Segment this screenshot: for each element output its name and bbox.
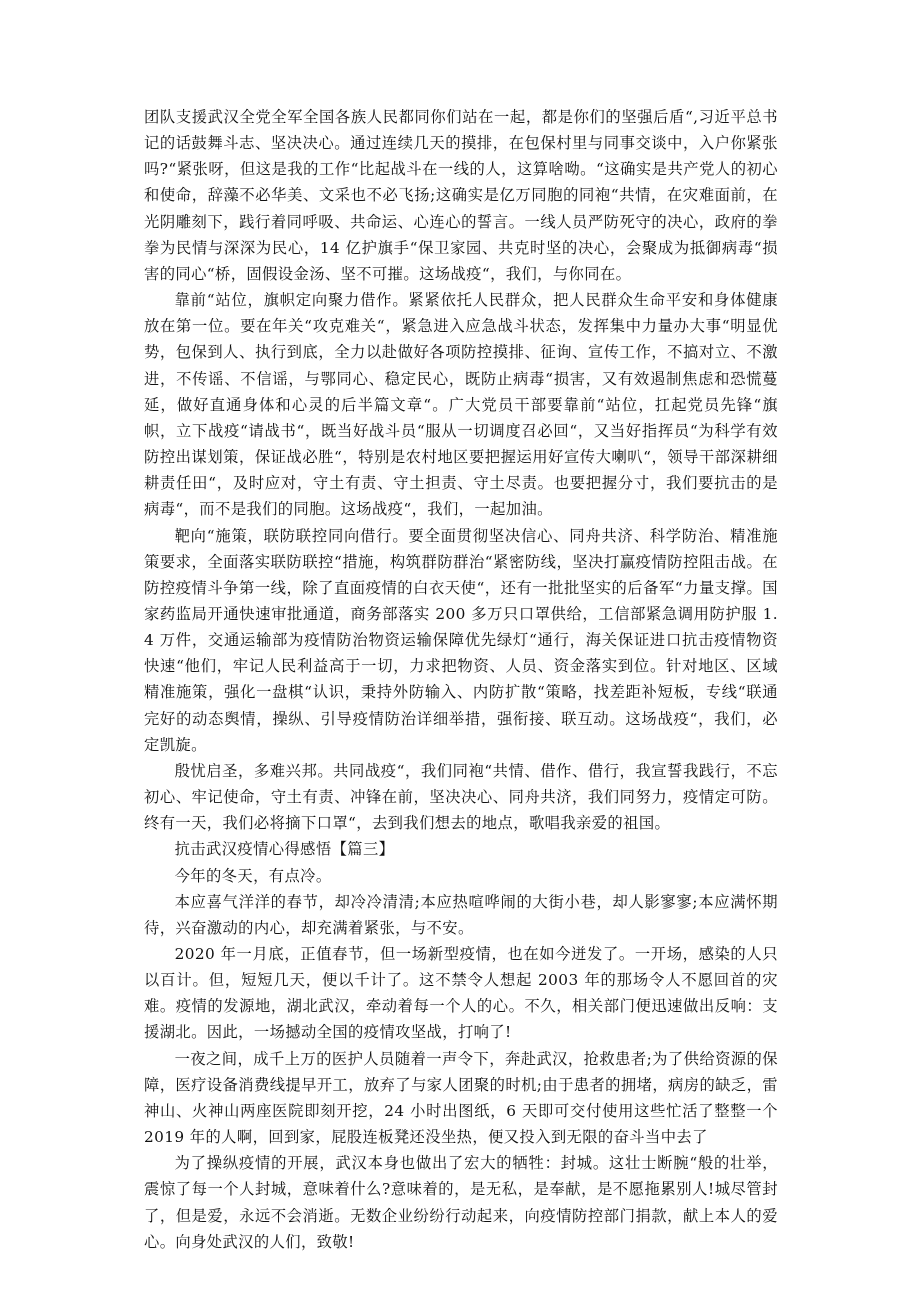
- body-paragraph: 为了操纵疫情的开展，武汉本身也做出了宏大的牺牲：封城。这壮士断腕“般的壮举，震惊了每一个人封城，意味着什么?意味着的，是无私，是奉献，是不愿拖累别人!城尽管封了，但是爱，永远不会消逝。无数企业纷纷行动起来，向疫情防控部门捐款，献上本人的爱心。向身处武汉的人们，致敬!: [144, 1154, 778, 1251]
- body-paragraph: 靶向“施策，联防联控同向借行。要全面贯彻坚决信心、同舟共济、科学防治、精准施策要求，全面落实联防联控“措施，构筑群防群治“紧密防线，坚决打赢疫情防控阻击战。在防控疫情斗争第一线，除了直面疫情的白衣天使“，还有一批批坚实的后备军“力量支撑。国家药监局开通快速审批通道，商务部落实 200 多万只口罩供给，工信部紧急调用防护服 1.4 万件，交通运输部为疫情防治物资运输保障优先绿灯“通行，海关保证进口抗击疫情物资快速“他们，牢记人民利益高于一切，力求把物资、人员、资金落实到位。针对地区、区域精准施策，强化一盘棋“认识，秉持外防输入、内防扩散“策略，找差距补短板，专线“联通完好的动态舆情，操纵、引导疫情防治详细举措，强衔接、联互动。这场战疫“，我们，必定凯旋。: [144, 526, 778, 754]
- section-heading: 抗击武汉疫情心得感悟【篇三】: [174, 840, 395, 859]
- body-paragraph: 靠前“站位，旗帜定向聚力借作。紧紧依托人民群众，把人民群众生命平安和身体健康放在第一位。要在年关“攻克难关“，紧急进入应急战斗状态，发挥集中力量办大事“明显优势，包保到人、执行到底，全力以赴做好各项防控摸排、征询、宣传工作，不搞对立、不激进，不传谣、不信谣，与鄂同心、稳定民心，既防止病毒“损害，又有效遏制焦虑和恐慌蔓延，做好直通身体和心灵的后半篇文章“。广大党员干部要靠前“站位，扛起党员先锋“旗帜，立下战疫“请战书“，既当好战斗员“服从一切调度召必回“，又当好指挥员“为科学有效防控出谋划策，保证战必胜“，特别是农村地区要把握运用好宣传大喇叭“，领导干部深耕细耕责任田“，及时应对，守土有责、守土担责、守土尽责。也要把握分寸，我们要抗击的是病毒“，而不是我们的同胞。这场战疫“，我们，一起加油。: [144, 291, 778, 519]
- document-page: [144, 104, 778, 1255]
- body-paragraph: 团队支援武汉全党全军全国各族人民都同你们站在一起，都是你们的坚强后盾“,习近平总书记的话鼓舞斗志、坚决决心。通过连续几天的摸排，在包保村里与同事交谈中，入户你紧张吗?“紧张呀，但这是我的工作“比起战斗在一线的人，这算啥呦。“这确实是共产党人的初心和使命，辞藻不必华美、文采也不必飞扬;这确实是亿万同胞的同袍“共情，在灾难面前，在光阴雕刻下，践行着同呼吸、共命运、心连心的誓言。一线人员严防死守的决心，政府的拳拳为民情与深深为民心，14 亿护旗手“保卫家园、共克时坚的决心，会聚成为抵御病毒“损害的同心“桥，固假设金汤、坚不可摧。这场战疫“，我们，与你同在。: [144, 108, 778, 283]
- body-paragraph: 今年的冬天，有点冷。: [174, 866, 332, 885]
- body-paragraph: 一夜之间，成千上万的医护人员随着一声令下，奔赴武汉，抢救患者;为了供给资源的保障，医疗设备消费线提早开工，放弃了与家人团聚的时机;由于患者的拥堵，病房的缺乏，雷神山、火神山两座医院即刻开挖，24 小时出图纸，6 天即可交付使用这些忙活了整整一个 2019 年的人啊，回到家，屁股连板凳还没坐热，便又投入到无限的奋斗当中去了: [144, 1049, 778, 1147]
- body-paragraph: 殷忧启圣，多难兴邦。共同战疫“，我们同袍“共情、借作、借行，我宣誓我践行，不忘初心、牢记使命，守土有责、冲锋在前，坚决决心、同舟共济，我们同努力，疫情定可防。终有一天，我们必将摘下口罩“，去到我们想去的地点，歌唱我亲爱的祖国。: [144, 761, 778, 833]
- body-paragraph: 2020 年一月底，正值春节，但一场新型疫情，也在如今迸发了。一开场，感染的人只以百计。但，短短几天，便以千计了。这不禁令人想起 2003 年的那场令人不愿回首的灾难。疫情的发源地，湖北武汉，牵动着每一个人的心。不久，相关部门便迅速做出反响：支援湖北。因此，一场撼动全国的疫情攻坚战，打响了!: [144, 945, 778, 1042]
- body-paragraph: 本应喜气洋洋的春节，却冷冷清清;本应热喧哗闹的大街小巷，却人影寥寥;本应满怀期待，兴奋激动的内心，却充满着紧张，与不安。: [144, 892, 778, 937]
